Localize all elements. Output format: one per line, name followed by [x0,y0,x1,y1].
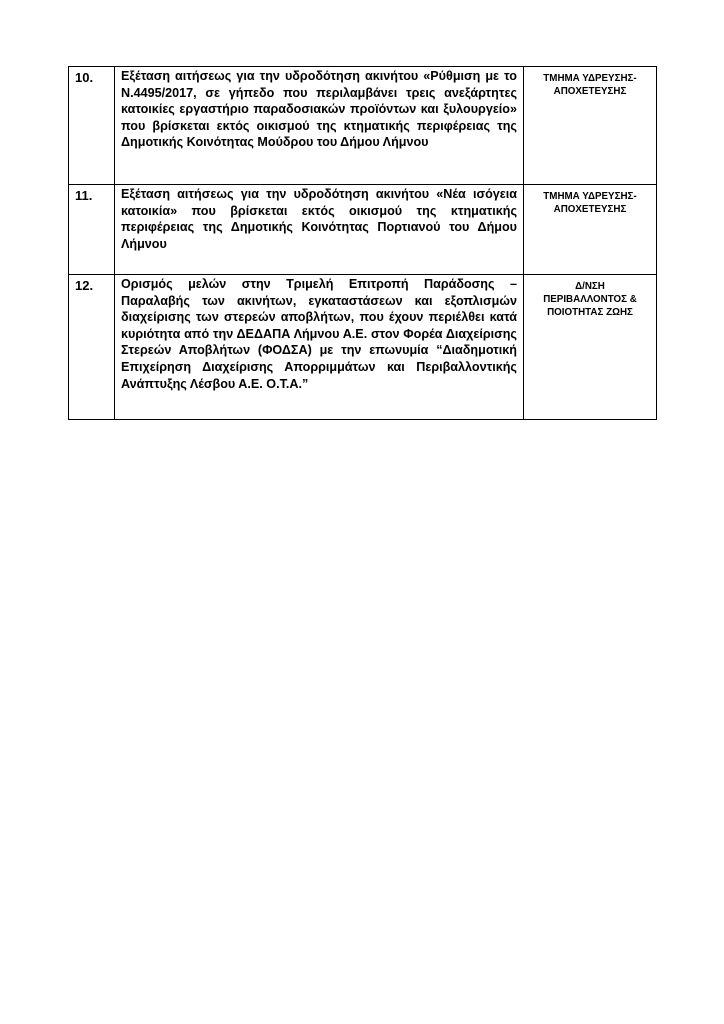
item-number: 12. [69,275,115,420]
table-row [69,67,657,185]
agenda-table [68,66,657,420]
department-line: ΑΠΟΧΕΤΕΥΣΗΣ [553,86,627,97]
item-subject: Εξέταση αιτήσεως για την υδροδότηση ακινήτου «Νέα ισόγεια κατοικία» που βρίσκεται εκτός οικισμού της κτηματικής περιφέρειας της Δημοτικής Κοινότητας Πορτιανού του Δήμου Λήμνου [115,185,524,275]
department-line: ΠΕΡΙΒΑΛΛΟΝΤΟΣ & [543,294,637,305]
item-department [524,185,657,275]
item-number: 10. [69,67,115,185]
table-row [69,185,657,275]
item-number: 11. [69,185,115,275]
department-line: ΑΠΟΧΕΤΕΥΣΗΣ [553,204,627,215]
department-line: ΤΜΗΜΑ ΥΔΡΕΥΣΗΣ- [543,73,637,84]
department-line: Δ/ΝΣΗ [575,281,605,292]
table-row [69,275,657,420]
item-subject: Ορισμός μελών στην Τριμελή Επιτροπή Παράδοσης – Παραλαβής των ακινήτων, εγκαταστάσεων και εξοπλισμών διαχείρισης των στερεών αποβλήτων, που έχουν περιέλθει κατά κυριότητα από την ΔΕΔΑΠΑ Λήμνου Α.Ε. στον Φορέα Διαχείρισης Στερεών Αποβλήτων (ΦΟΔΣΑ) με την επωνυμία “Διαδημοτική Επιχείρηση Διαχείρισης Απορριμμάτων και Περιβαλλοντικής Ανάπτυξης Λέσβου Α.Ε. Ο.Τ.Α.” [115,275,524,420]
item-department [524,67,657,185]
department-line: ΠΟΙΟΤΗΤΑΣ ΖΩΗΣ [547,307,633,318]
item-department [524,275,657,420]
department-line: ΤΜΗΜΑ ΥΔΡΕΥΣΗΣ- [543,191,637,202]
item-subject: Εξέταση αιτήσεως για την υδροδότηση ακινήτου «Ρύθμιση με το Ν.4495/2017, σε γήπεδο που περιλαμβάνει τρεις ανεξάρτητες κατοικίες εργαστήριο παραδοσιακών προϊόντων και ξυλουργείο» που βρίσκεται εκτός οικισμού της κτηματικής περιφέρειας της Δημοτικής Κοινότητας Μούδρου του Δήμου Λήμνου [115,67,524,185]
